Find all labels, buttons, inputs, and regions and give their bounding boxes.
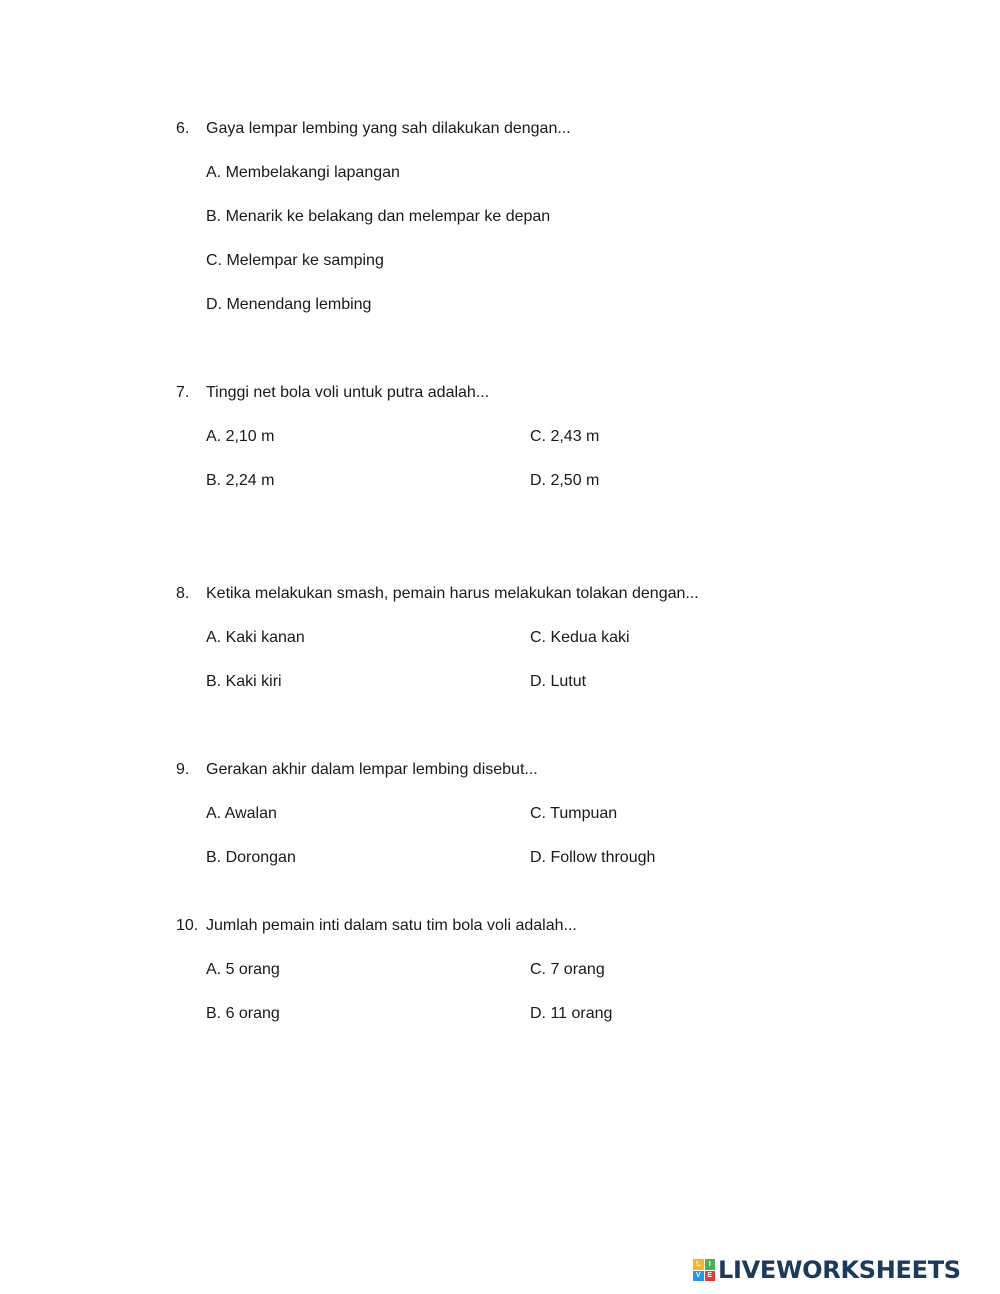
logo-mark-tile: I — [705, 1259, 716, 1270]
question-text: Gerakan akhir dalam lempar lembing disebut... — [206, 761, 538, 778]
liveworksheets-logo — [693, 1256, 961, 1284]
option-a[interactable]: A. Kaki kanan — [206, 629, 305, 646]
option-b[interactable]: B. Menarik ke belakang dan melempar ke depan — [206, 208, 551, 225]
question-number: 10. — [176, 917, 199, 934]
question-text: Tinggi net bola voli untuk putra adalah... — [206, 384, 490, 401]
question-number: 8. — [176, 585, 190, 602]
option-c[interactable]: C. Tumpuan — [530, 805, 618, 822]
option-a[interactable]: A. 5 orang — [206, 961, 280, 978]
question-number: 7. — [176, 384, 190, 401]
logo-mark-tile: L — [693, 1259, 704, 1270]
option-a[interactable]: A. Awalan — [206, 805, 277, 822]
question-text: Ketika melakukan smash, pemain harus melakukan tolakan dengan... — [206, 585, 699, 602]
question-number: 9. — [176, 761, 190, 778]
option-a[interactable]: A. 2,10 m — [206, 428, 275, 445]
option-b[interactable]: B. 2,24 m — [206, 472, 275, 489]
option-c[interactable]: C. Melempar ke samping — [206, 252, 384, 269]
option-b[interactable]: B. Dorongan — [206, 849, 296, 866]
option-d[interactable]: D. Follow through — [530, 849, 656, 866]
option-c[interactable]: C. 2,43 m — [530, 428, 600, 445]
option-d[interactable]: D. 2,50 m — [530, 472, 600, 489]
logo-mark-tile: E — [705, 1271, 716, 1282]
logo-mark-icon — [693, 1259, 715, 1281]
option-a[interactable]: A. Membelakangi lapangan — [206, 164, 400, 181]
logo-text: LIVEWORKSHEETS — [718, 1256, 961, 1284]
option-c[interactable]: C. 7 orang — [530, 961, 605, 978]
option-d[interactable]: D. 11 orang — [530, 1005, 613, 1022]
option-d[interactable]: D. Menendang lembing — [206, 296, 372, 313]
question-number: 6. — [176, 120, 190, 137]
option-c[interactable]: C. Kedua kaki — [530, 629, 630, 646]
option-d[interactable]: D. Lutut — [530, 673, 587, 690]
option-b[interactable]: B. 6 orang — [206, 1005, 280, 1022]
question-text: Jumlah pemain inti dalam satu tim bola voli adalah... — [206, 917, 577, 934]
option-b[interactable]: B. Kaki kiri — [206, 673, 282, 690]
logo-mark-tile: V — [693, 1271, 704, 1282]
question-text: Gaya lempar lembing yang sah dilakukan dengan... — [206, 120, 571, 137]
